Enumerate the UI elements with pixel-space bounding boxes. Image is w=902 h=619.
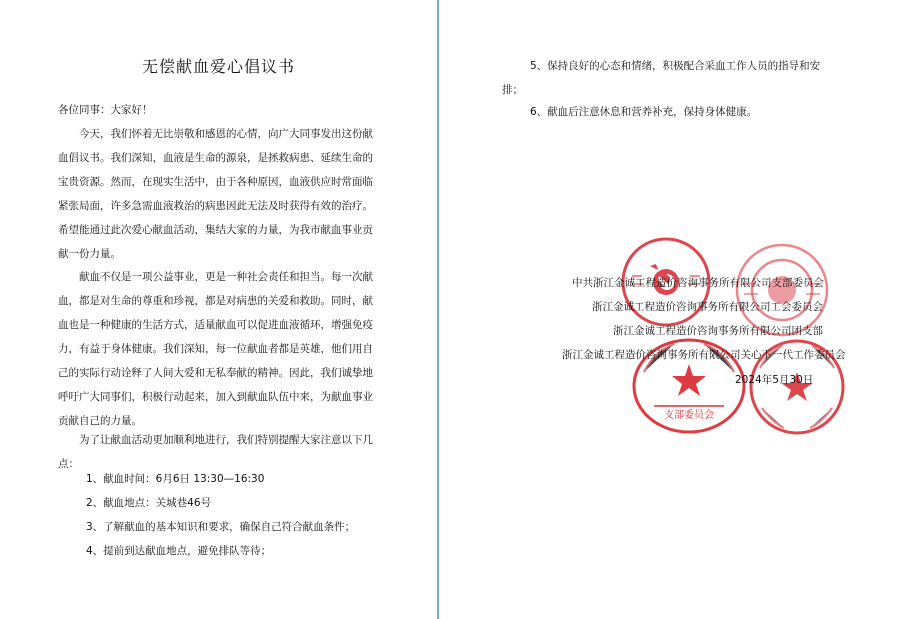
list-item-3: 3、了解献血的基本知识和要求，确保自己符合献血条件； [86, 521, 356, 533]
list-item-5: 5、保持良好的心态和情绪，积极配合采血工作人员的指导和安排； [502, 60, 821, 96]
greeting: 各位同事：大家好！ [58, 104, 153, 116]
list-item-4: 4、提前到达献血地点，避免排队等待； [86, 545, 272, 557]
org-union-committee: 浙江金诚工程造价咨询事务所有限公司工会委员会 [592, 301, 823, 313]
paragraph-1: 今天，我们怀着无比崇敬和感恩的心情，向广大同事发出这份献血倡议书。我们深知，血液是生命的源泉，是拯救病患、延续生命的宝贵资源。然而，在现实生活中，由于各种原因，血液供应时常面临紧张局面，许多急需血液救治的病患因此无法及时获得有效的治疗。希望能通过此次爱心献血活动，集结大家的力量，为我市献血事业贡献一份力量。 [58, 128, 373, 260]
org-party-committee: 中共浙江金诚工程造价咨询事务所有限公司支部委员会 [572, 277, 824, 289]
list-item-2: 2、献血地点：关城巷46号 [86, 497, 212, 509]
document-date: 2024年5月30日 [735, 374, 814, 386]
list-item-1: 1、献血时间：6月6日 13:30—16:30 [86, 473, 265, 485]
list-item-6: 6、献血后注意休息和营养补充，保持身体健康。 [530, 106, 758, 118]
org-care-committee: 浙江金诚工程造价咨询事务所有限公司关心下一代工作委员会 [562, 349, 846, 361]
document-title: 无偿献血爱心倡议书 [141, 57, 295, 76]
paragraph-2: 献血不仅是一项公益事业，更是一种社会责任和担当。每一次献血，都是对生命的尊重和珍视，都是对病患的关爱和救助。同时，献血也是一种健康的生活方式，适量献血可以促进血液循环，增强免疫力，有益于身体健康。我们深知，每一位献血者都是英雄，他们用自己的实际行动诠释了人间大爱和无私奉献的精神。因此，我们诚挚地呼吁广大同事们，积极行动起来，加入到献血队伍中来，为献血事业贡献自己的力量。 [58, 271, 373, 427]
org-youth-league: 浙江金诚工程造价咨询事务所有限公司团支部 [613, 325, 823, 337]
paragraph-3: 为了让献血活动更加顺利地进行，我们特别提醒大家注意以下几点： [58, 434, 373, 470]
left-page [0, 0, 437, 619]
youth-seal-bottom-text: 支部委员会 [664, 410, 714, 421]
